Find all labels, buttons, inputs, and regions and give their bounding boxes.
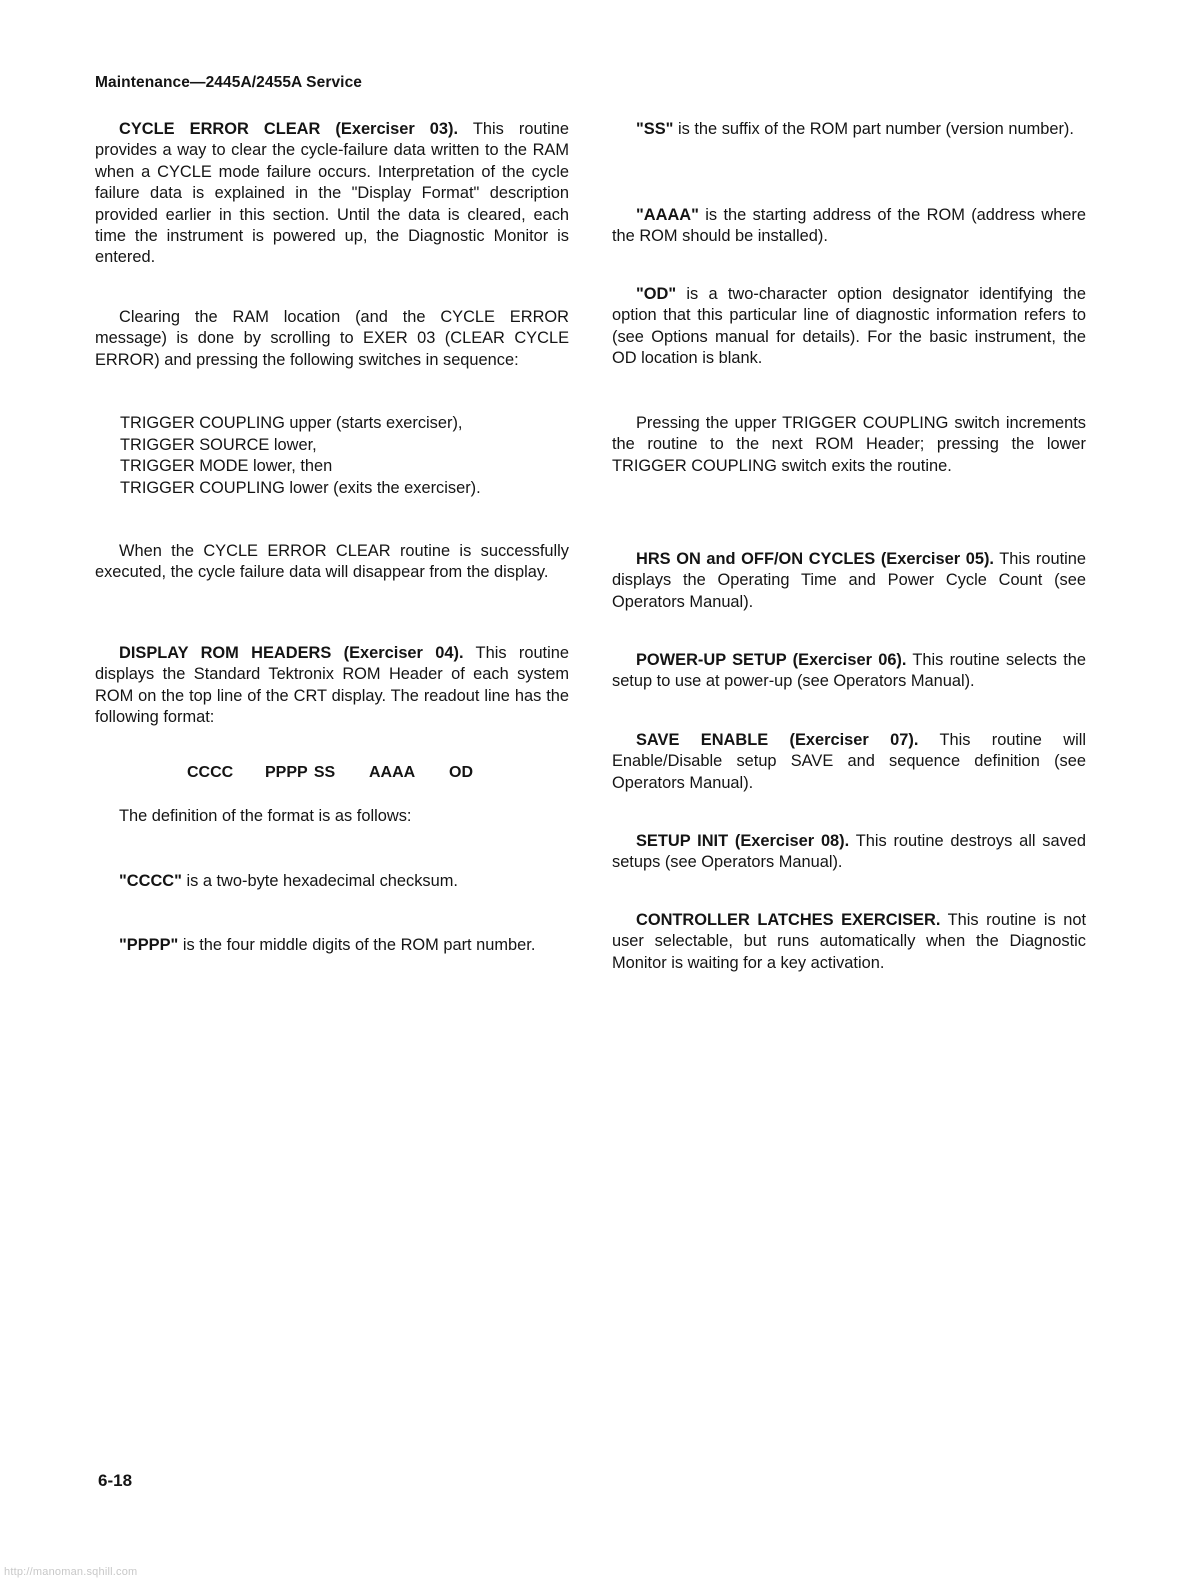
hrs-on-heading: HRS ON and OFF/ON CYCLES (Exerciser 05). xyxy=(636,550,994,568)
cccc-definition xyxy=(95,871,569,892)
cycle-error-clear-heading: CYCLE ERROR CLEAR (Exerciser 03). xyxy=(119,120,459,138)
switch-sequence-item: TRIGGER MODE lower, then xyxy=(120,457,333,476)
success-paragraph: When the CYCLE ERROR CLEAR routine is successfully executed, the cycle failure data will disappear from the display. xyxy=(95,542,569,582)
format-field-pppp-ss: PPPP SS xyxy=(265,764,336,781)
pppp-term: "PPPP" xyxy=(119,936,179,954)
cccc-text: is a two-byte hexadecimal checksum. xyxy=(181,872,458,890)
controller-latches-heading: CONTROLLER LATCHES EXERCISER. xyxy=(636,911,941,929)
cycle-error-clear-body: This routine provides a way to clear the cycle-failure data written to the RAM when a CYCLE mode failure occurs. Interpretation of the cycle failure data is explained in the "Display Format" description provided earlier in this section. Until the data is cleared, each time the instrument is powered up, the Diagnostic Monitor is entered. xyxy=(95,120,569,267)
display-rom-headers-paragraph xyxy=(95,643,569,729)
controller-latches-paragraph xyxy=(612,910,1086,974)
ss-term: "SS" xyxy=(636,120,674,138)
page-header: Maintenance—2445A/2455A Service xyxy=(95,74,363,91)
save-enable-body: This routine will Enable/Disable setup SAVE and sequence definition (see Operators Manual). xyxy=(612,731,1086,792)
setup-init-heading: SETUP INIT (Exerciser 08). xyxy=(636,832,850,850)
hrs-on-paragraph xyxy=(612,549,1086,613)
pressing-paragraph: Pressing the upper TRIGGER COUPLING switch increments the routine to the next ROM Header; pressing the lower TRIGGER COUPLING switch exits the routine. xyxy=(612,414,1086,475)
display-rom-headers-heading: DISPLAY ROM HEADERS (Exerciser 04). xyxy=(119,644,464,662)
format-field-aaaa: AAAA xyxy=(369,764,416,781)
switch-sequence-item: TRIGGER COUPLING lower (exits the exerciser). xyxy=(120,479,481,498)
power-up-setup-body: This routine selects the setup to use at power-up (see Operators Manual). xyxy=(612,651,1086,691)
controller-latches-body: This routine is not user selectable, but runs automatically when the Diagnostic Monitor is waiting for a key activation. xyxy=(612,911,1087,972)
od-term: "OD" xyxy=(636,285,677,303)
format-field-od: OD xyxy=(449,764,473,781)
save-enable-paragraph xyxy=(612,730,1086,794)
page-number: 6-18 xyxy=(98,1471,133,1490)
display-rom-headers-body: This routine displays the Standard Tektronix ROM Header of each system ROM on the top line of the CRT display. The readout line has the following format: xyxy=(95,644,569,727)
clearing-paragraph: Clearing the RAM location (and the CYCLE ERROR message) is done by scrolling to EXER 03 (CLEAR CYCLE ERROR) and pressing the following switches in sequence: xyxy=(95,308,569,369)
hrs-on-body: This routine displays the Operating Time and Power Cycle Count (see Operators Manual). xyxy=(612,550,1086,611)
readout-format-line xyxy=(187,762,567,784)
pppp-definition xyxy=(95,935,569,956)
watermark-url: http://manoman.sqhill.com xyxy=(4,1566,138,1578)
power-up-setup-heading: POWER-UP SETUP (Exerciser 06). xyxy=(636,651,907,669)
save-enable-heading: SAVE ENABLE (Exerciser 07). xyxy=(636,731,919,749)
ss-text: is the suffix of the ROM part number (version number). xyxy=(673,120,1074,138)
od-text: is a two-character option designator identifying the option that this particular line of diagnostic information refers to (see Options manual for details). For the basic instrument, the OD location is blank. xyxy=(612,285,1086,368)
aaaa-text: is the starting address of the ROM (address where the ROM should be installed). xyxy=(612,206,1086,246)
aaaa-definition xyxy=(612,205,1086,248)
pppp-text: is the four middle digits of the ROM part number. xyxy=(178,936,536,954)
switch-sequence-item: TRIGGER COUPLING upper (starts exerciser), xyxy=(120,414,463,432)
od-definition xyxy=(612,284,1086,370)
setup-init-body: This routine destroys all saved setups (see Operators Manual). xyxy=(612,832,1087,872)
aaaa-term: "AAAA" xyxy=(636,206,699,224)
ss-definition xyxy=(612,119,1086,140)
definition-intro: The definition of the format is as follows: xyxy=(119,807,412,825)
power-up-setup-paragraph xyxy=(612,650,1086,693)
switch-sequence-list xyxy=(120,413,560,500)
cccc-term: "CCCC" xyxy=(119,872,182,890)
cycle-error-clear-paragraph xyxy=(95,119,569,269)
format-field-cccc: CCCC xyxy=(187,764,234,781)
switch-sequence-item: TRIGGER SOURCE lower, xyxy=(120,435,317,454)
setup-init-paragraph xyxy=(612,831,1086,874)
